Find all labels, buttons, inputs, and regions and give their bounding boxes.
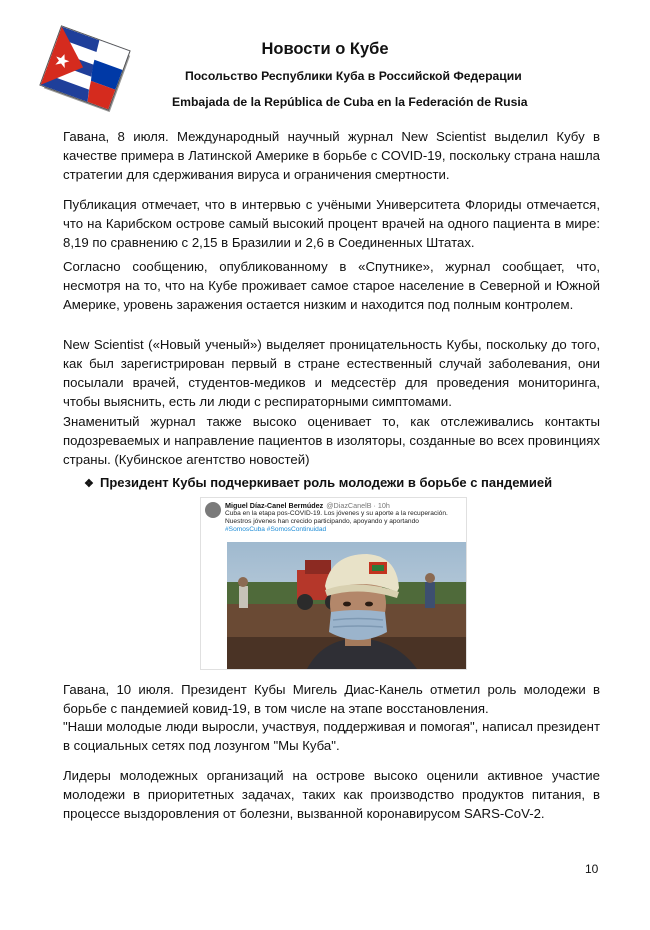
embassy-name-es: Embajada de la República de Cuba en la Federación de Rusia [172, 95, 528, 109]
tweet-author: Miguel Díaz-Canel Bermúdez [225, 501, 324, 510]
tweet-author-line [225, 501, 390, 510]
diamond-bullet-icon: ❖ [84, 478, 94, 490]
avatar [205, 502, 221, 518]
page-title: Новости о Кубе [261, 40, 389, 58]
article1-paragraph-4: New Scientist («Новый ученый») выделяет проницательность Кубы, поскольку до того, как был зарегистрирован первый в стране естественный случай заболевания, они посылали врачей, студентов-медиков и медсестёр для проведения мониторинга, чтобы выяснить, есть ли люди с респираторными симптомами. [63, 337, 600, 409]
cuba-russia-flag-icon [39, 25, 130, 110]
article2-paragraph-2: "Наши молодые люди выросли, участвуя, поддерживая и помогая", написал президент в социальных сетях под лозунгом "Мы Куба". [63, 719, 600, 753]
article2-headline [84, 475, 552, 490]
tweet-hashtags: #SomosCuba #SomosContinuidad [225, 526, 327, 533]
article1-paragraph-3: Согласно сообщению, опубликованному в «Спутнике», журнал сообщает, что, несмотря на то, что на Кубе проживает самое старое население в Северной и Южной Америке, уровень заражения остается низким и находится под полным контролем. [63, 259, 600, 312]
article2-paragraph-3: Лидеры молодежных организаций на острове высоко оценили активное участие молодежи в приоритетных задачах, таких как производство продуктов питания, в процессе выздоровления от болезни, вызванной коронавирусом SARS-CoV-2. [63, 768, 600, 821]
tweet-text: Cuba en la etapa pos-COVID-19. Los jóvenes y su aporte a la recuperación. Nuestros jóvenes han crecido participando, apoyando y aportando [225, 510, 448, 525]
article1-paragraph-1: Гавана, 8 июля. Международный научный журнал New Scientist выделил Кубу в качестве примера в Латинской Америке в борьбе с COVID-19, поскольку страна нашла стратегии для сдерживания вируса и ограничения смертности. [63, 129, 600, 182]
article1-paragraph-5: Знаменитый журнал также высоко оценивает то, как отслеживались контакты подозреваемых и направление пациентов в изоляторы, созданные во всех провинциях страны. (Кубинское агентство новостей) [63, 414, 600, 467]
embassy-name-ru: Посольство Республики Куба в Российской Федерации [185, 69, 522, 83]
tweet-header [201, 498, 466, 543]
tweet-photo [200, 497, 467, 670]
young-man-with-mask-photo [227, 542, 466, 669]
tweet-text-block [225, 510, 461, 534]
headline-text: Президент Кубы подчеркивает роль молодежи в борьбе с пандемией [100, 475, 553, 490]
article1-paragraph-2: Публикация отмечает, что в интервью с учёными Университета Флориды отмечается, что на Карибском острове самый высокий процент врачей на одного пациента в мире: 8,19 по сравнению с 2,15 в Бразилии и 2,6 в Соединенных Штатах. [63, 197, 600, 250]
article2-paragraph-1: Гавана, 10 июля. Президент Кубы Мигель Диас-Канель отметил роль молодежи в борьбе с пандемией ковид-19, в том числе на этапе восстановления. [63, 682, 600, 716]
page-number: 10 [585, 862, 599, 876]
tweet-handle: @DiazCanelB · 10h [326, 501, 390, 510]
